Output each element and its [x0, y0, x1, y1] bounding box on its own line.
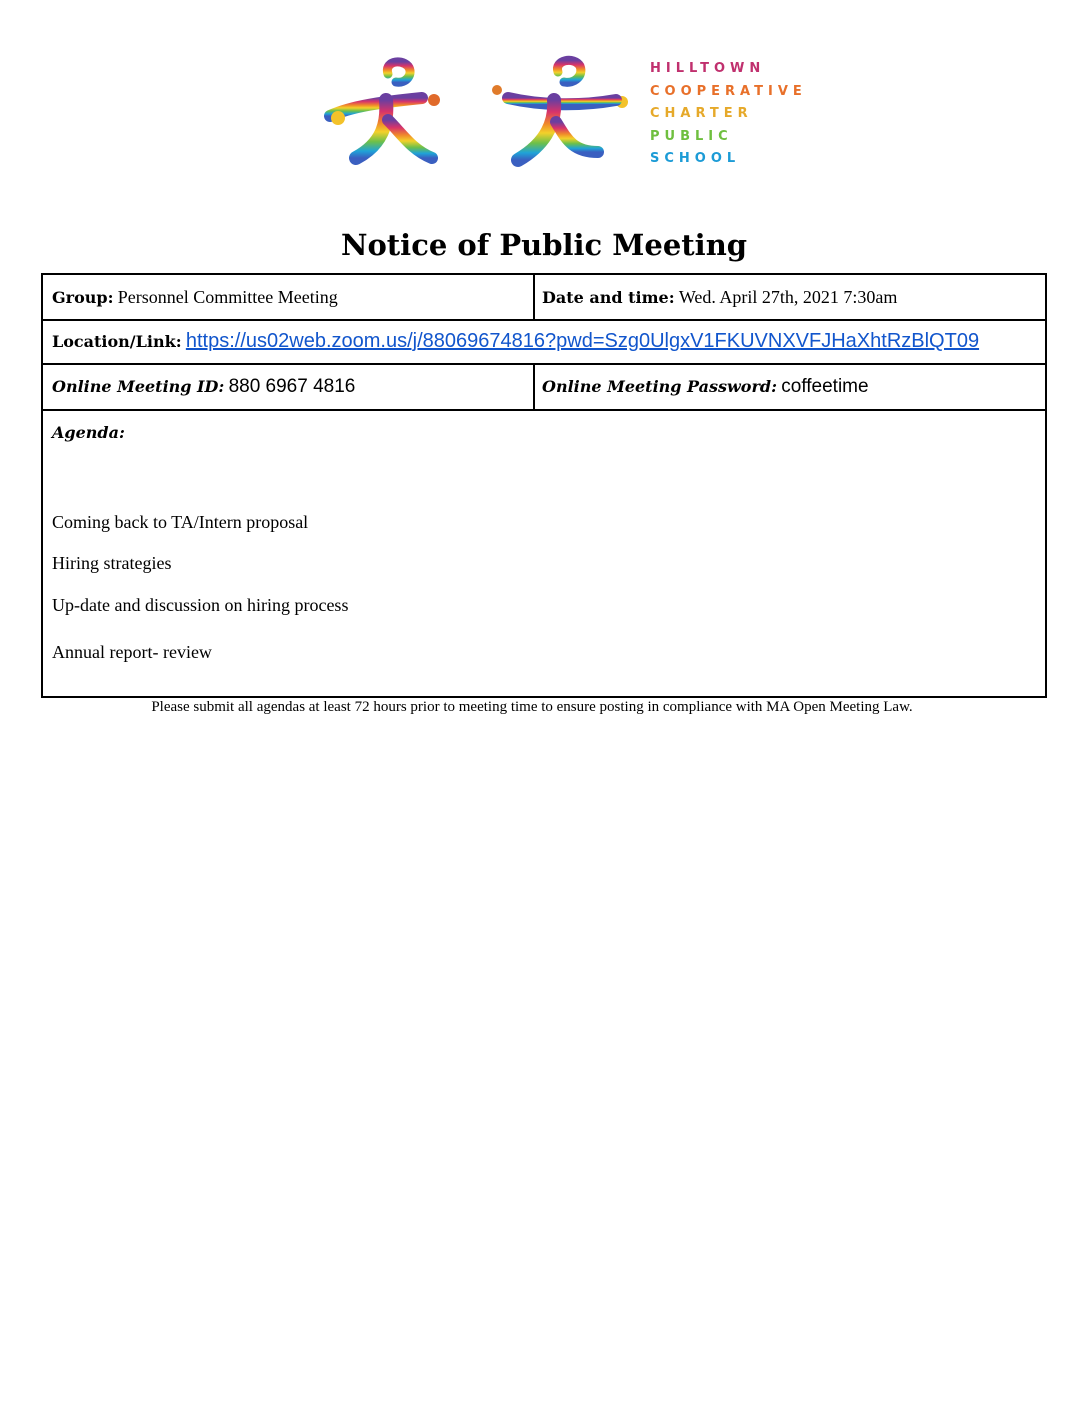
dancing-figures-logo-icon: [322, 54, 632, 184]
datetime-label: Date and time:: [542, 288, 675, 307]
agenda-item: Coming back to TA/Intern proposal: [52, 512, 309, 532]
footnote: Please submit all agendas at least 72 hours prior to meeting time to ensure posting in compliance with MA Open Meeting Law.: [151, 699, 913, 715]
agenda-item: Up-date and discussion on hiring process: [52, 595, 349, 615]
logo-word-2: COOPERATIVE: [650, 83, 807, 99]
row-divider: [43, 409, 1045, 411]
zoom-meeting-link[interactable]: https://us02web.zoom.us/j/88069674816?pwd=Szg0UlgxV1FKUVNXVFJHaXhtRzBlQT09: [185, 330, 980, 352]
location-cell: [52, 330, 979, 353]
page-title: Notice of Public Meeting: [340, 228, 748, 262]
school-logo: [322, 54, 807, 184]
logo-word-3: CHARTER: [650, 106, 753, 121]
agenda-item: Hiring strategies: [52, 553, 172, 573]
location-label: Location/Link:: [52, 332, 182, 351]
logo-word-5: SCHOOL: [650, 151, 741, 166]
group-value: Personnel Committee Meeting: [117, 287, 338, 307]
agenda-label: Agenda:: [52, 423, 125, 442]
logo-word-1: HILLTOWN: [650, 61, 766, 76]
group-cell: [52, 287, 338, 308]
meeting-id-value: 880 6967 4816: [228, 376, 356, 397]
meeting-id-label: Online Meeting ID:: [52, 377, 225, 396]
column-divider: [533, 364, 535, 409]
row-divider: [43, 319, 1045, 321]
meeting-info-table: [41, 273, 1047, 698]
datetime-value: Wed. April 27th, 2021 7:30am: [678, 287, 898, 307]
datetime-cell: [542, 287, 897, 308]
row-divider: [43, 363, 1045, 365]
logo-word-4: PUBLIC: [650, 128, 733, 144]
group-label: Group:: [52, 288, 114, 307]
agenda-item: Annual report- review: [52, 642, 212, 662]
password-cell: [542, 376, 869, 398]
column-divider: [533, 275, 535, 319]
password-label: Online Meeting Password:: [542, 377, 777, 396]
meeting-id-cell: [52, 376, 355, 398]
password-value: coffeetime: [781, 376, 869, 397]
logo-wordmark: [650, 58, 807, 171]
